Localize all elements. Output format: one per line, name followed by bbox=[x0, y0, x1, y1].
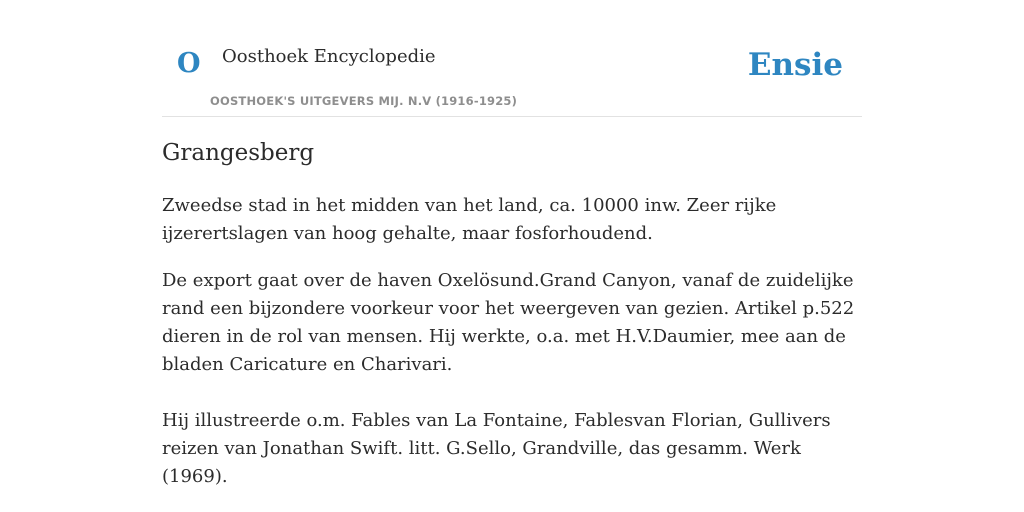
source-logo[interactable]: O bbox=[177, 48, 201, 79]
entry-paragraph: Hij illustreerde o.m. Fables van La Fontaine, Fablesvan Florian, Gullivers reizen van Jonathan Swift. litt. G.Sello, Grandville, das gesamm. Werk (1969). bbox=[162, 410, 831, 487]
source-header bbox=[162, 0, 862, 117]
entry-title: Grangesberg bbox=[162, 140, 315, 166]
entry-paragraph: De export gaat over de haven Oxelösund.Grand Canyon, vanaf de zuidelijke rand een bijzondere voorkeur voor het weergeven van gezien. Artikel p.522 dieren in de rol van mensen. Hij werkte, o.a. met H.V.Daumier, mee aan de bladen Caricature en Charivari. bbox=[162, 270, 855, 375]
entry-paragraph: Zweedse stad in het midden van het land, ca. 10000 inw. Zeer rijke ijzerertslagen van hoog gehalte, maar fosforhoudend. bbox=[162, 195, 777, 244]
page-container bbox=[162, 0, 862, 487]
source-title-link[interactable]: Oosthoek Encyclopedie bbox=[222, 46, 436, 67]
source-subtitle: OOSTHOEK'S UITGEVERS MIJ. N.V (1916-1925) bbox=[210, 94, 518, 108]
ensie-brand-logo[interactable]: Ensie bbox=[747, 47, 843, 83]
